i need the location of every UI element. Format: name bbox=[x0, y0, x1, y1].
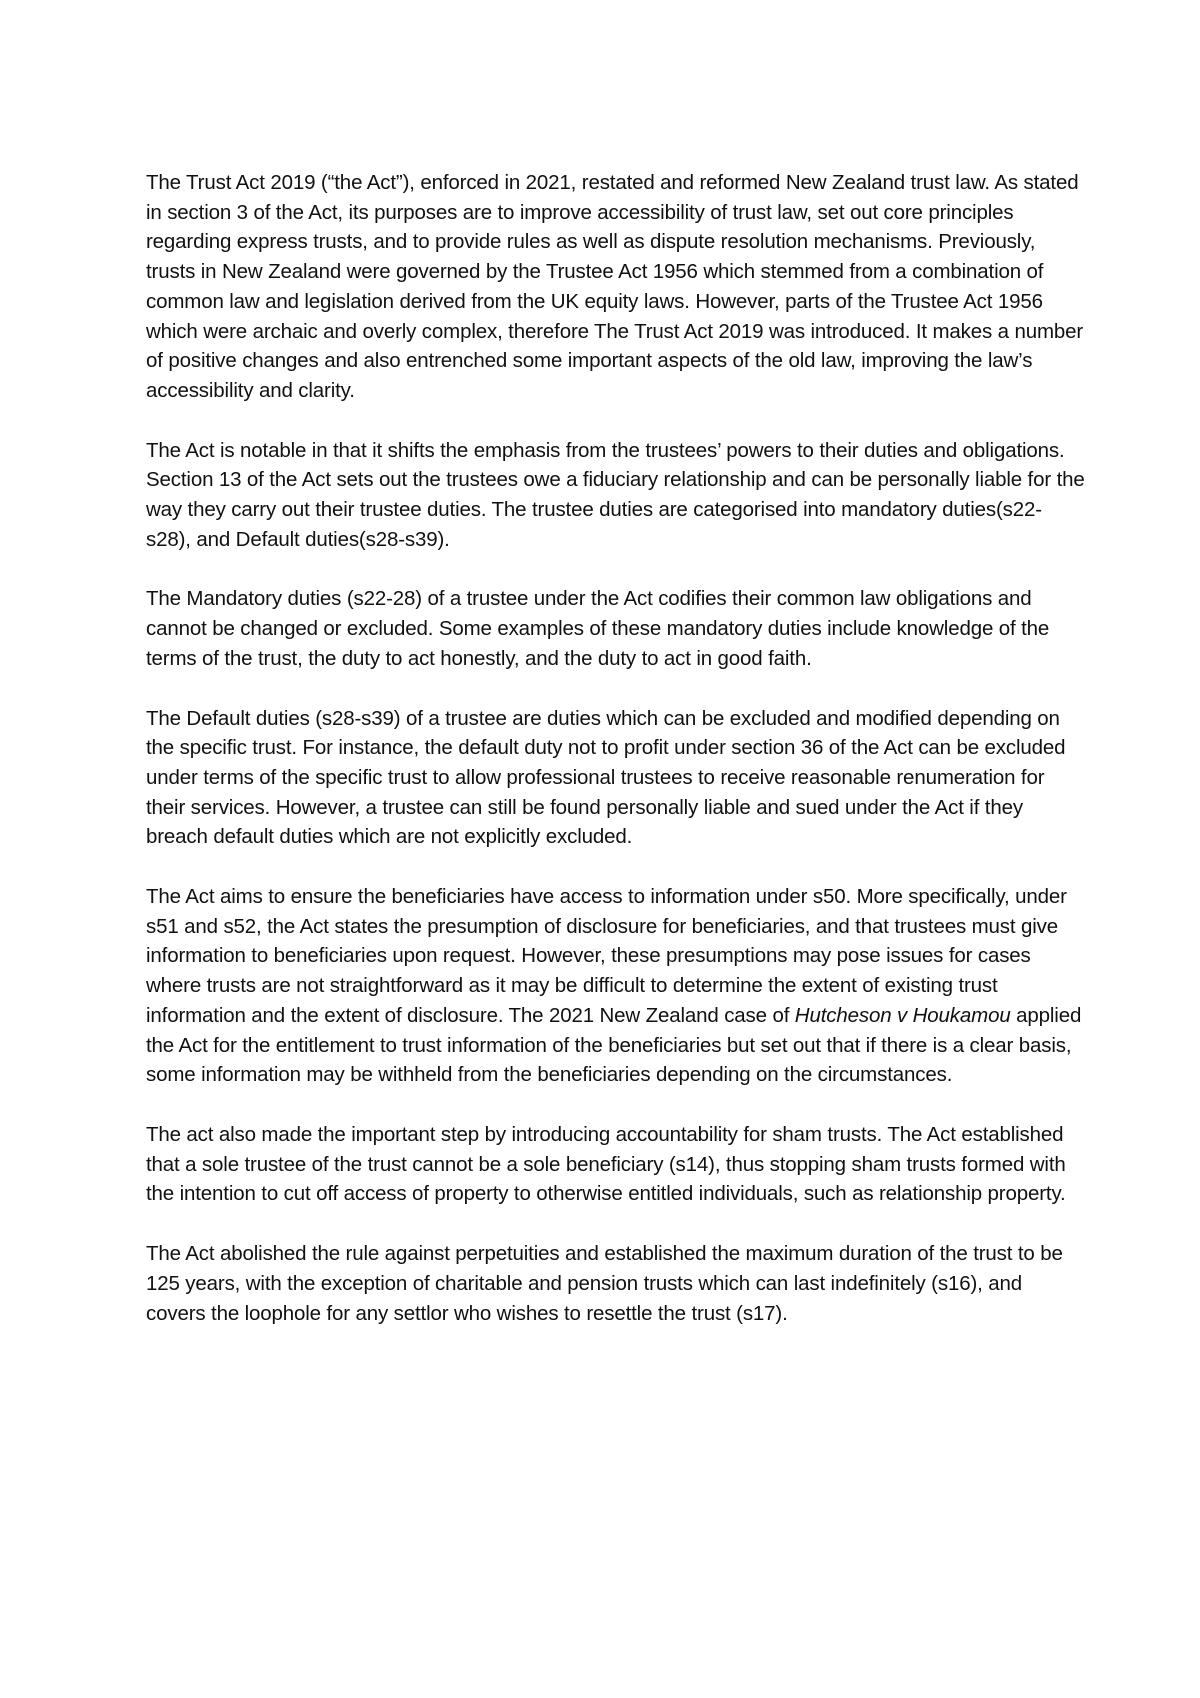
paragraph-beneficiary-information bbox=[146, 882, 1086, 1090]
paragraph-text-before-case: The Act aims to ensure the beneficiaries have access to information under s50. More specifically, under s51 and s52, the Act states the presumption of disclosure for beneficiaries, and that trustees must give information to beneficiaries upon request. However, these presumptions may pose issues for cases where trusts are not straightforward as it may be difficult to determine the extent of existing trust information and the extent of disclosure. The 2021 New Zealand case of bbox=[146, 885, 1067, 1027]
paragraph-mandatory-duties: The Mandatory duties (s22-28) of a trustee under the Act codifies their common law obligations and cannot be changed or excluded. Some examples of these mandatory duties include knowledge of the terms of the trust, the duty to act honestly, and the duty to act in good faith. bbox=[146, 587, 1050, 670]
paragraph-text-after-case: applied the Act for the entitlement to trust information of the beneficiaries but set out that if there is a clear basis, some information may be withheld from the beneficiaries depending on the circumstances. bbox=[146, 1003, 1082, 1087]
case-name: Hutcheson v Houkamou bbox=[794, 1003, 1011, 1027]
paragraph-perpetuities: The Act abolished the rule against perpetuities and established the maximum duration of the trust to be 125 years, with the exception of charitable and pension trusts which can last indefinitely (s16), and covers the loophole for any settlor who wishes to resettle the trust (s17). bbox=[146, 1242, 1063, 1325]
paragraph-introduction: The Trust Act 2019 (“the Act”), enforced in 2021, restated and reformed New Zealand trust law. As stated in section 3 of the Act, its purposes are to improve accessibility of trust law, set out core principles regarding express trusts, and to provide rules as well as dispute resolution mechanisms. Previously, trusts in New Zealand were governed by the Trustee Act 1956 which stemmed from a combination of common law and legislation derived from the UK equity laws. However, parts of the Trustee Act 1956 which were archaic and overly complex, therefore The Trust Act 2019 was introduced. It makes a number of positive changes and also entrenched some important aspects of the old law, improving the law’s accessibility and clarity. bbox=[146, 171, 1084, 402]
paragraph-sham-trusts: The act also made the important step by introducing accountability for sham trusts. The Act established that a sole trustee of the trust cannot be a sole beneficiary (s14), thus stopping sham trusts formed with the intention to cut off access of property to otherwise entitled individuals, such as relationship property. bbox=[146, 1122, 1066, 1206]
document-body bbox=[146, 168, 1086, 1358]
paragraph-trustee-duties: The Act is notable in that it shifts the emphasis from the trustees’ powers to their duties and obligations. Section 13 of the Act sets out the trustees owe a fiduciary relationship and can be personally liable for the way they carry out their trustee duties. The trustee duties are categorised into mandatory duties(s22-s28), and Default duties(s28-s39). bbox=[146, 438, 1085, 551]
paragraph-default-duties: The Default duties (s28-s39) of a trustee are duties which can be excluded and modified depending on the specific trust. For instance, the default duty not to profit under section 36 of the Act can be excluded under terms of the specific trust to allow professional trustees to receive reasonable renumeration for their services. However, a trustee can still be found personally liable and sued under the Act if they breach default duties which are not explicitly excluded. bbox=[146, 706, 1066, 849]
